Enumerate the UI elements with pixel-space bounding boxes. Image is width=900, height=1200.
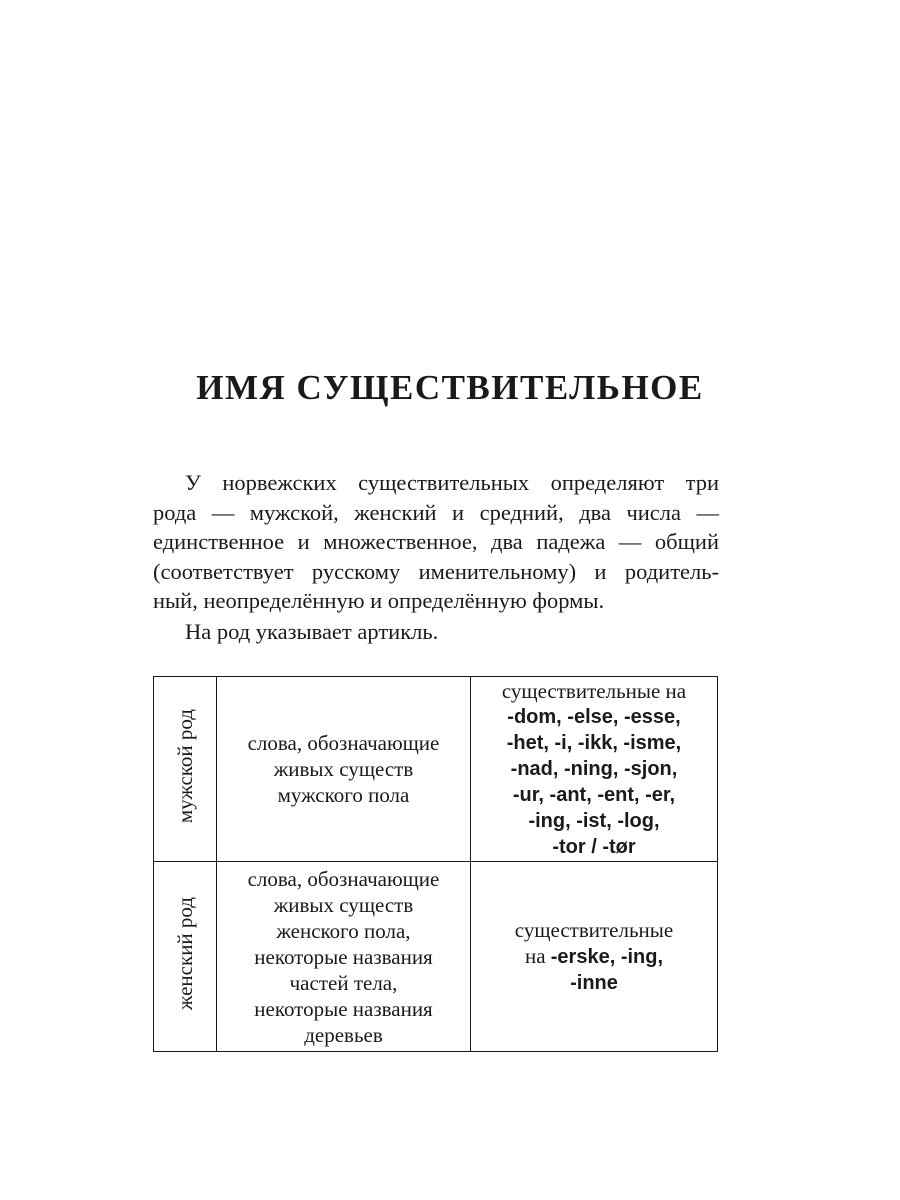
- description-cell: [217, 677, 471, 862]
- endings-line: -dom, -else, -esse,: [507, 706, 681, 728]
- description-line: слова, обозначающие: [247, 866, 440, 891]
- description-line: некоторые названия: [254, 944, 433, 969]
- description-line: живых существ: [273, 757, 414, 781]
- table-row-masculine: [154, 677, 718, 862]
- endings-prefix: на: [524, 944, 551, 968]
- endings-line-wrap: [471, 943, 717, 970]
- endings-cell: [471, 677, 718, 862]
- gender-cell: [154, 677, 217, 862]
- paragraph-line: На род указывает артикль.: [185, 619, 439, 644]
- page-title: ИМЯ СУЩЕСТВИТЕЛЬНОЕ: [196, 368, 704, 407]
- endings-intro: существительные на: [501, 679, 687, 703]
- article-paragraph: [153, 617, 719, 647]
- endings-line: -ing, -ist, -log,: [528, 810, 660, 832]
- endings-line: -nad, -ning, -sjon,: [510, 758, 678, 780]
- description-line: некоторые названия: [254, 996, 433, 1021]
- endings-line: -het, -i, -ikk, -isme,: [506, 732, 682, 754]
- paragraph-line: (соответствует русскому именительному) и родитель-: [153, 558, 719, 584]
- description-line: частей тела,: [289, 970, 398, 995]
- description-line: живых существ: [273, 892, 414, 917]
- endings-line: -erske, -ing,: [550, 946, 664, 968]
- endings-line: -inne: [570, 972, 618, 994]
- endings-intro: существительные: [514, 918, 674, 942]
- paragraph-line: рода — мужской, женский и средний, два числа —: [153, 499, 719, 525]
- gender-table: [153, 676, 718, 1052]
- description-line: деревьев: [304, 1022, 383, 1047]
- paragraph-line: ный, неопределённую и определённую формы.: [153, 588, 605, 613]
- gender-label: мужской род: [172, 709, 197, 824]
- endings-line: -tor / -tør: [552, 836, 636, 858]
- description-line: слова, обозначающие: [247, 731, 440, 755]
- gender-cell: [154, 862, 217, 1052]
- table-row-feminine: [154, 862, 718, 1052]
- endings-cell: [471, 862, 718, 1052]
- description-line: мужского пола: [277, 783, 410, 807]
- description-line: женского пола,: [276, 918, 411, 943]
- gender-label: женский род: [172, 897, 197, 1011]
- paragraph-line: У норвежских существительных определяют три: [185, 470, 719, 495]
- intro-paragraph: [153, 468, 719, 616]
- description-cell: [217, 862, 471, 1052]
- endings-line: -ur, -ant, -ent, -er,: [512, 784, 676, 806]
- paragraph-line: единственное и множественное, два падежа — общий: [153, 529, 719, 554]
